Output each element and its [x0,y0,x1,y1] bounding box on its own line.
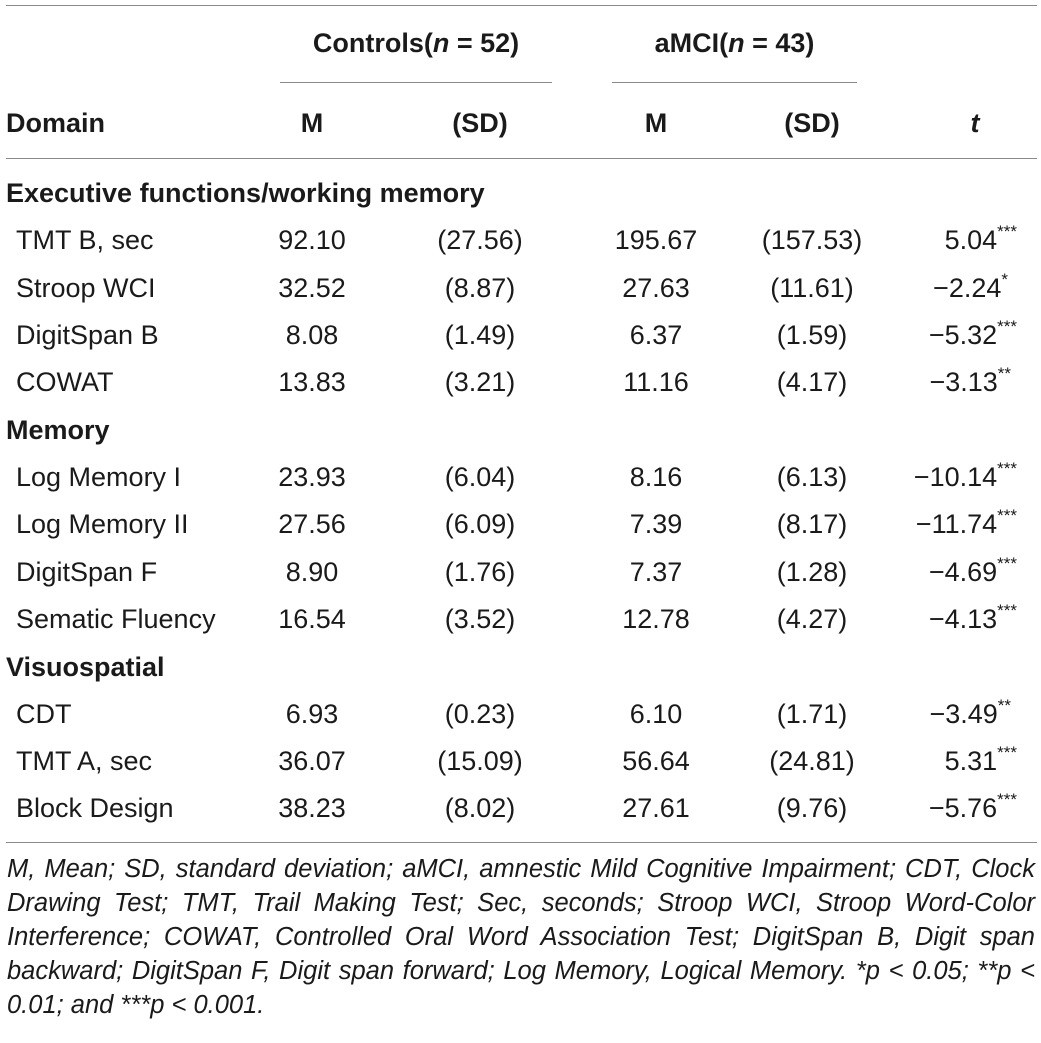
controls-sd: (8.87) [444,273,516,303]
controls-mean: 6.93 [285,699,339,729]
controls-sd: (8.02) [444,793,516,823]
header-rule [6,158,1037,159]
t-value: −10.14*** [913,459,1017,492]
controls-sd: (15.09) [437,746,523,776]
col-header-domain: Domain [6,108,106,138]
amci-sd: (8.17) [776,509,848,539]
controls-mean: 8.90 [285,557,339,587]
amci-sd: (9.76) [776,793,848,823]
t-value: 5.04*** [944,222,1017,255]
significance-marker: *** [997,554,1017,573]
col-header-controls-mean: M [300,108,324,138]
section-title-memory: Memory [6,415,110,445]
amci-mean: 6.37 [629,320,683,350]
controls-sd: (27.56) [437,225,523,255]
controls-mean: 38.23 [278,793,346,823]
amci-mean: 7.37 [629,557,683,587]
controls-sd: (6.09) [444,509,516,539]
row-label: COWAT [16,367,114,397]
amci-mean: 56.64 [622,746,690,776]
amci-sd: (1.59) [776,320,848,350]
amci-group-header: aMCI(n = 43) [654,28,815,58]
controls-mean: 32.52 [278,273,346,303]
amci-mean: 27.61 [622,793,690,823]
significance-marker: *** [997,601,1017,620]
significance-marker: ** [997,364,1011,383]
row-label: Stroop WCI [16,273,156,303]
amci-sd: (11.61) [770,273,854,303]
amci-mean: 195.67 [614,225,698,255]
significance-marker: *** [997,222,1017,241]
controls-sd: (1.76) [444,557,516,587]
amci-mean: 11.16 [623,367,689,397]
bottom-rule [6,842,1037,843]
controls-sd: (3.21) [444,367,516,397]
significance-marker: *** [997,743,1017,762]
significance-marker: * [1001,270,1008,289]
amci-sd: (6.13) [776,462,848,492]
t-value: −2.24* [933,270,1008,303]
row-label: Log Memory I [16,462,182,492]
t-value: −11.74*** [915,506,1017,539]
amci-sd: (24.81) [769,746,855,776]
amci-mean: 27.63 [622,273,690,303]
col-header-amci-sd: (SD) [784,108,840,138]
amci-mean: 12.78 [622,604,690,634]
col-header-amci-mean: M [644,108,668,138]
amci-group-rule [612,82,857,83]
col-header-t: t [970,108,980,138]
significance-marker: *** [997,790,1017,809]
amci-sd: (4.17) [776,367,848,397]
amci-mean: 6.10 [629,699,683,729]
row-label: Block Design [16,793,174,823]
row-label: Log Memory II [16,509,189,539]
t-value: −3.13** [929,364,1011,397]
controls-sd: (6.04) [444,462,516,492]
amci-mean: 8.16 [629,462,683,492]
controls-mean: 23.93 [278,462,346,492]
controls-mean: 16.54 [278,604,346,634]
t-value: −3.49** [929,696,1011,729]
significance-marker: *** [997,317,1017,336]
col-header-controls-sd: (SD) [452,108,508,138]
controls-mean: 13.83 [278,367,346,397]
t-value: −5.76*** [928,790,1017,823]
table-footnote: M, Mean; SD, standard deviation; aMCI, amnestic Mild Cognitive Impairment; CDT, Clock Drawing Test; TMT, Trail Making Test; Sec, seconds; Stroop WCI, Stroop Word-Color Interference; COWAT, Controlled Oral Word Association Test; DigitSpan B, Digit span backward; DigitSpan F, Digit span forward; Log Memory, Logical Memory. *p < 0.05; **p < 0.01; and ***p < 0.001. [7,855,1035,1019]
t-value: 5.31*** [944,743,1017,776]
row-label: Sematic Fluency [16,604,216,634]
amci-sd: (4.27) [776,604,848,634]
amci-sd: (1.71) [776,699,848,729]
controls-mean: 8.08 [285,320,339,350]
top-rule [6,5,1037,6]
t-value: −5.32*** [928,317,1017,350]
row-label: TMT B, sec [16,225,154,255]
amci-mean: 7.39 [629,509,683,539]
significance-marker: *** [997,506,1017,525]
significance-marker: *** [997,459,1017,478]
controls-mean: 92.10 [278,225,346,255]
section-title-visuospatial: Visuospatial [6,652,165,682]
row-label: DigitSpan B [16,320,159,350]
row-label: DigitSpan F [16,557,158,587]
controls-sd: (1.49) [444,320,516,350]
significance-marker: ** [997,696,1011,715]
controls-sd: (0.23) [444,699,516,729]
controls-sd: (3.52) [444,604,516,634]
amci-sd: (157.53) [761,225,863,255]
row-label: TMT A, sec [16,746,153,776]
controls-group-header: Controls(n = 52) [312,28,520,58]
controls-mean: 36.07 [278,746,346,776]
section-title-executive: Executive functions/working memory [6,178,485,208]
row-label: CDT [16,699,72,729]
controls-mean: 27.56 [278,509,346,539]
t-value: −4.69*** [928,554,1017,587]
controls-group-rule [280,82,552,83]
amci-sd: (1.28) [776,557,848,587]
t-value: −4.13*** [928,601,1017,634]
